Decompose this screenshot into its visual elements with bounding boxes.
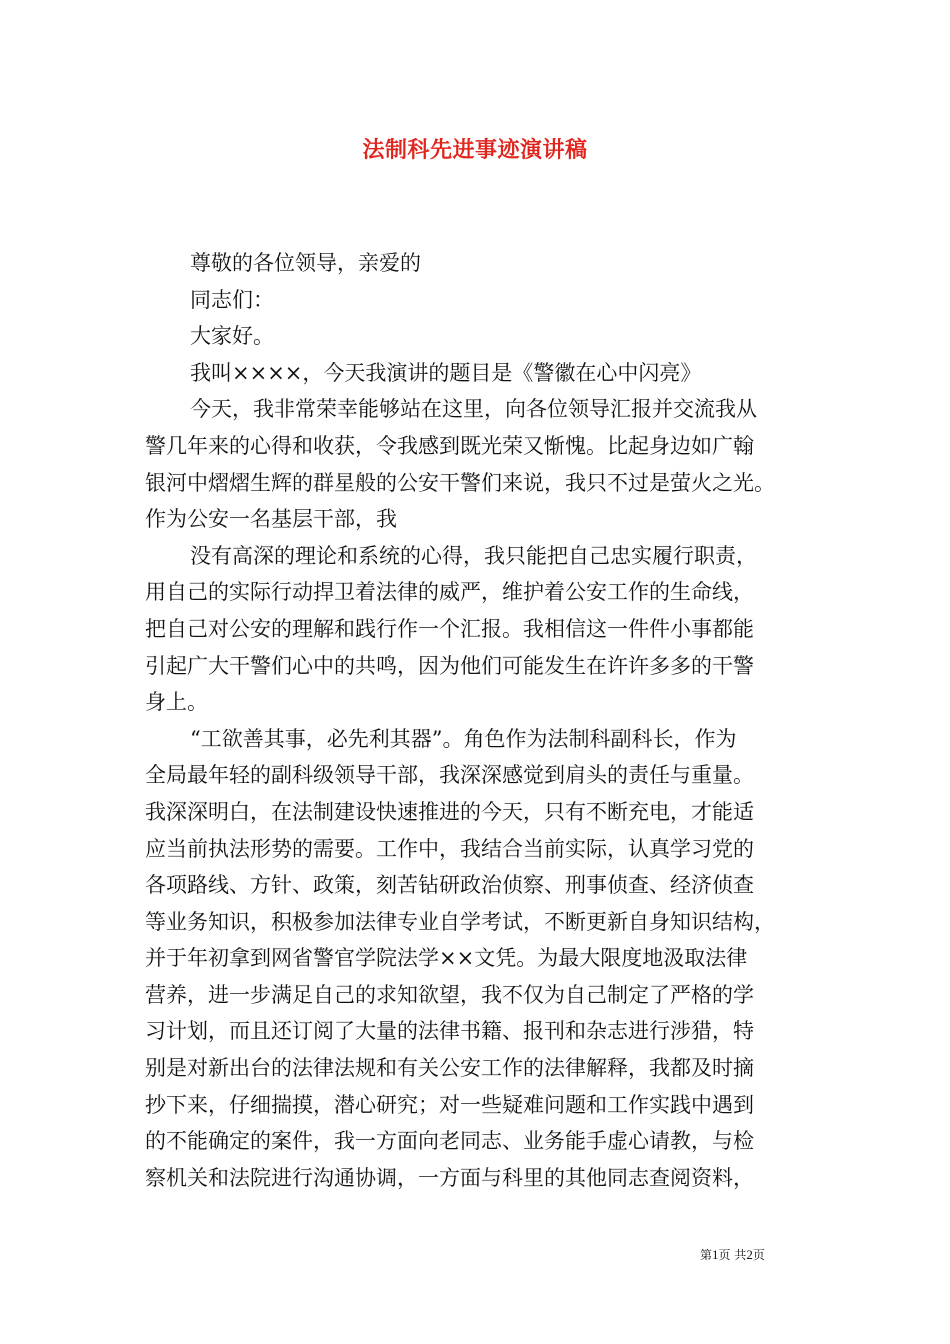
text-line: 银河中熠熠生辉的群星般的公安干警们来说，我只不过是萤火之光。	[145, 470, 775, 495]
text-line: 察机关和法院进行沟通协调，一方面与科里的其他同志查阅资料，	[145, 1165, 754, 1190]
text-line: 用自己的实际行动捍卫着法律的威严，维护着公安工作的生命线，	[145, 580, 754, 605]
text-line: 等业务知识，积极参加法律专业自学考试，不断更新自身知识结构，	[145, 909, 775, 934]
total-pages-number: 2	[746, 1247, 753, 1262]
text-line: 把自己对公安的理解和践行作一个汇报。我相信这一件件小事都能	[145, 616, 754, 641]
text-line: 引起广大干警们心中的共鸣，因为他们可能发生在许许多多的干警	[145, 653, 754, 678]
text-line: 全局最年轻的副科级领导干部，我深深感觉到肩头的责任与重量。	[145, 763, 754, 788]
text-line: 同志们：	[190, 287, 274, 312]
document-title: 法制科先进事迹演讲稿	[362, 137, 588, 163]
text-line: 大家好。	[190, 324, 274, 349]
text-line: 营养，进一步满足自己的求知欲望，我不仅为自己制定了严格的学	[145, 982, 754, 1007]
text-line: 没有高深的理论和系统的心得，我只能把自己忠实履行职责，	[190, 543, 757, 568]
text-line: “工欲善其事，必先利其器”。角色作为法制科副科长，作为	[190, 726, 737, 751]
text-line: 抄下来，仔细揣摸，潜心研究；对一些疑难问题和工作实践中遇到	[145, 1092, 754, 1117]
footer-prefix: 第	[700, 1248, 713, 1262]
text-line: 警几年来的心得和收获，令我感到既光荣又惭愧。比起身边如广翰	[145, 433, 754, 458]
text-line: 尊敬的各位领导，亲爱的	[190, 251, 421, 275]
footer-middle: 页 共	[718, 1248, 747, 1262]
text-line: 习计划，而且还订阅了大量的法律书籍、报刊和杂志进行涉猎，特	[145, 1019, 754, 1044]
current-page-number: 1	[712, 1247, 719, 1262]
text-line: 我叫××××，今天我演讲的题目是《警徽在心中闪亮》	[190, 360, 702, 385]
text-line: 的不能确定的案件，我一方面向老同志、业务能手虚心请教，与检	[145, 1129, 754, 1154]
text-line: 并于年初拿到网省警官学院法学××文凭。为最大限度地汲取法律	[145, 946, 748, 971]
document-body	[145, 245, 813, 1196]
text-line: 我深深明白，在法制建设快速推进的今天，只有不断充电，才能适	[145, 799, 754, 824]
text-line: 各项路线、方针、政策，刻苦钻研政治侦察、刑事侦查、经济侦查	[145, 873, 754, 898]
text-line: 应当前执法形势的需要。工作中，我结合当前实际，认真学习党的	[145, 836, 754, 861]
text-line: 今天，我非常荣幸能够站在这里，向各位领导汇报并交流我从	[190, 397, 757, 422]
footer-suffix: 页	[752, 1248, 765, 1262]
text-line: 作为公安一名基层干部，我	[145, 507, 397, 532]
text-line: 别是对新出台的法律法规和有关公安工作的法律解释，我都及时摘	[145, 1056, 754, 1081]
page-footer	[700, 1246, 830, 1264]
text-line: 身上。	[145, 690, 208, 715]
